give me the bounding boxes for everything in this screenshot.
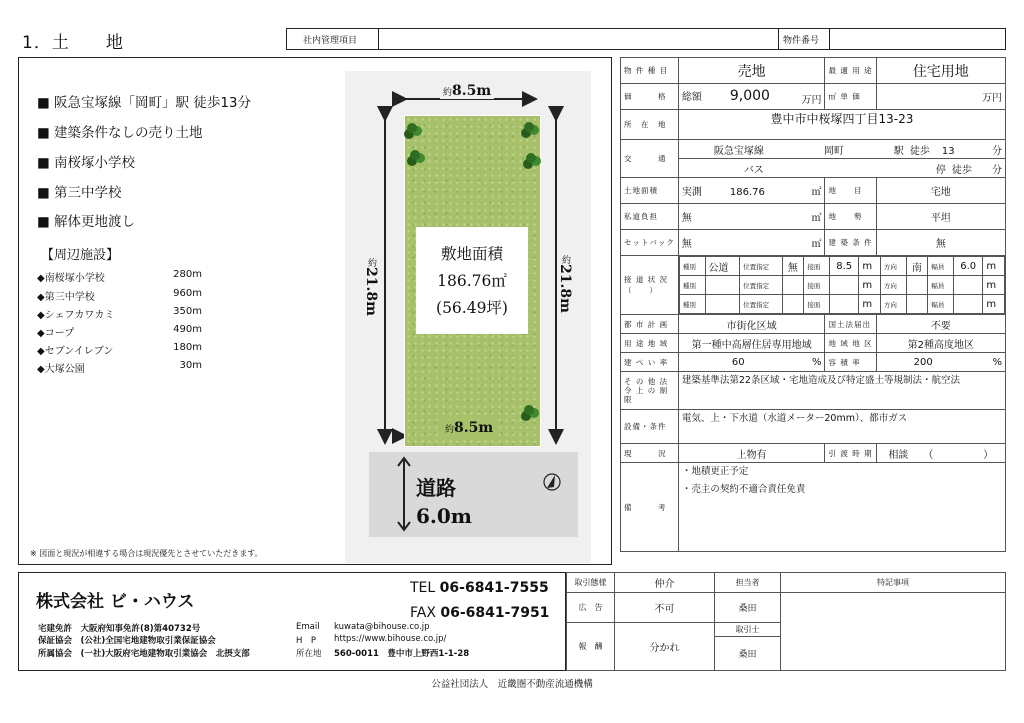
- district-label: 地 域 地 区: [825, 334, 876, 353]
- special-label: 特記事項: [781, 573, 1006, 593]
- association-footer: 公益社団法人 近畿圏不動産流通機構: [431, 679, 593, 690]
- far-label: 容 積 率: [825, 353, 876, 372]
- equipment-label: 設備・条件: [621, 410, 679, 444]
- homepage: H P https://www.bihouse.co.jp/: [296, 634, 447, 646]
- city-plan-label: 都 市 計 画: [621, 315, 679, 334]
- mode-label: 取引態様: [567, 573, 615, 593]
- email: Email kuwata@bihouse.co.jp: [296, 622, 430, 632]
- traffic-label: 交 通: [621, 140, 679, 178]
- road-access-grid: 種別 公道 位置指定 無 接面 8.5 m 方向 南 幅員 6.0 m 種別 位置指定 接面 m 方向 幅員 m 種別 位置指定 接面 m 方向 幅員 m: [678, 256, 1005, 315]
- nearby-item: ◆南桜塚小学校 280m: [37, 269, 202, 284]
- feature-2: ■ 建築条件なしの売り土地: [37, 125, 203, 141]
- land-area-label: 土地面積: [621, 178, 679, 204]
- building-condition-label: 建 築 条 件: [825, 230, 876, 256]
- disclaimer-note: ※ 図面と現況が相違する場合は現況優先とさせていただきます。: [30, 549, 263, 558]
- left-dimension: 約21.8m: [363, 255, 379, 319]
- use-value: 住宅用地: [876, 58, 1005, 84]
- north-arrow-icon: [541, 471, 563, 493]
- road-label: 道路 6.0m: [416, 476, 472, 528]
- status-label: 現 況: [621, 444, 679, 463]
- price-value: 総額 9,000 万円: [678, 84, 825, 110]
- terrain-label: 地 勢: [825, 204, 876, 230]
- chimoku-value: 宅地: [876, 178, 1005, 204]
- traffic-line: 阪急宝塚線 岡町 駅 徒歩 13 分: [678, 140, 1005, 159]
- agent-value: 桑田: [715, 637, 781, 671]
- traffic-bus: バス 停 徒歩 分: [678, 159, 1005, 178]
- license: 宅建免許 大阪府知事免許(8)第40732号: [38, 624, 201, 634]
- mgmt-value: [379, 29, 779, 49]
- bcr-label: 建 ぺ い 率: [621, 353, 679, 372]
- address: 所在地 560-0011 豊中市上野西1-1-28: [296, 649, 470, 659]
- site-area-label: 敷地面積 186.76㎡ (56.49坪): [416, 227, 528, 334]
- page-title: 1．土 地: [22, 33, 124, 53]
- nearby-item: ◆シェフカワカミ 350m: [37, 306, 202, 321]
- equipment-value: 電気、上・下水道（水道メーター20mm）、都市ガス: [678, 410, 1005, 444]
- setback-value: 無 ㎡: [678, 230, 825, 256]
- unit-price-label: ㎡ 単 価: [825, 84, 876, 110]
- use-label: 最 適 用 途: [825, 58, 876, 84]
- city-plan-value: 市街化区域: [678, 315, 825, 334]
- type-label: 物 件 種 目: [621, 58, 679, 84]
- private-road-label: 私道負担: [621, 204, 679, 230]
- property-spec-table: [620, 57, 1006, 552]
- tree-icon: [524, 122, 534, 132]
- staff-label: 担当者: [715, 573, 781, 593]
- tree-icon: [410, 150, 420, 160]
- top-dimension: 約8.5m: [440, 83, 494, 99]
- mgmt-label: 社内管理項目: [287, 29, 379, 49]
- zoning-value: 第一種中高層住居専用地域: [678, 334, 825, 353]
- notify-label: 国土法届出: [825, 315, 876, 334]
- agent-label: 取引士: [715, 623, 781, 637]
- feature-4: ■ 第三中学校: [37, 185, 122, 201]
- fee-value: 分かれ: [615, 623, 715, 671]
- law-value: 建築基準法第22条区域・宅地造成及び特定盛土等規制法・航空法: [678, 372, 1005, 410]
- tree-icon: [526, 153, 536, 163]
- remarks-label: 備 考: [621, 463, 679, 552]
- zoning-label: 用 途 地 域: [621, 334, 679, 353]
- guarantee-association: 保証協会 (公社)全国宅地建物取引業保証協会: [38, 636, 216, 646]
- location-value: 豊中市中桜塚四丁目13-23: [678, 110, 1005, 140]
- road-width-arrow: [396, 456, 412, 532]
- mode-value: 仲介: [615, 573, 715, 593]
- email-link[interactable]: kuwata@bihouse.co.jp: [334, 622, 430, 632]
- handover-value: 相談 （ ）: [876, 444, 1005, 463]
- feature-5: ■ 解体更地渡し: [37, 214, 136, 230]
- staff-value: 桑田: [715, 593, 781, 623]
- remarks-value: ・地積更正予定 ・売主の契約不適合責任免責: [678, 463, 1005, 552]
- homepage-link[interactable]: https://www.bihouse.co.jp/: [334, 634, 447, 644]
- bottom-dimension: 約8.5m: [442, 420, 496, 436]
- nearby-item: ◆大塚公園 30m: [37, 360, 202, 375]
- feature-3: ■ 南桜塚小学校: [37, 155, 136, 171]
- property-no-label: 物件番号: [779, 29, 830, 49]
- bcr-value: 60 %: [678, 353, 825, 372]
- building-condition-value: 無: [876, 230, 1005, 256]
- header-bar: [286, 28, 1006, 50]
- private-road-value: 無 ㎡: [678, 204, 825, 230]
- tree-icon: [524, 405, 534, 415]
- status-value: 上物有: [678, 444, 825, 463]
- chimoku-label: 地 目: [825, 178, 876, 204]
- law-label: そ の 他 法 令 上 の 制 限: [621, 372, 679, 410]
- notify-value: 不要: [876, 315, 1005, 334]
- contact-numbers: TEL 06-6841-7555 FAX 06-6841-7951: [410, 580, 550, 621]
- land-area-value: 実測 186.76 ㎡: [678, 178, 825, 204]
- far-value: 200 %: [876, 353, 1005, 372]
- ad-label: 広 告: [567, 593, 615, 623]
- road-access-label: 接 道 状 況（ ）: [621, 256, 679, 315]
- type-value: 売地: [678, 58, 825, 84]
- terrain-value: 平坦: [876, 204, 1005, 230]
- feature-1: ■ 阪急宝塚線「岡町」駅 徒歩13分: [37, 95, 252, 111]
- member-association: 所属協会 (一社)大阪府宅地建物取引業協会 北摂支部: [38, 649, 250, 659]
- nearby-item: ◆セブンイレブン 180m: [37, 342, 202, 357]
- setback-label: セットバック: [621, 230, 679, 256]
- location-label: 所 在 地: [621, 110, 679, 140]
- special-value: [781, 593, 1006, 671]
- nearby-item: ◆第三中学校 960m: [37, 288, 202, 303]
- nearby-title: 【周辺施設】: [41, 248, 120, 263]
- handover-label: 引 渡 時 期: [825, 444, 876, 463]
- transaction-table: [566, 572, 1006, 671]
- fee-label: 報 酬: [567, 623, 615, 671]
- district-value: 第2種高度地区: [876, 334, 1005, 353]
- ad-value: 不可: [615, 593, 715, 623]
- company-name: 株式会社 ビ・ハウス: [36, 592, 195, 612]
- right-dimension: 約21.8m: [557, 252, 573, 316]
- nearby-item: ◆コープ 490m: [37, 324, 202, 339]
- property-no-value: [830, 29, 1005, 49]
- price-label: 価 格: [621, 84, 679, 110]
- tree-icon: [407, 123, 417, 133]
- unit-price-value: 万円: [876, 84, 1005, 110]
